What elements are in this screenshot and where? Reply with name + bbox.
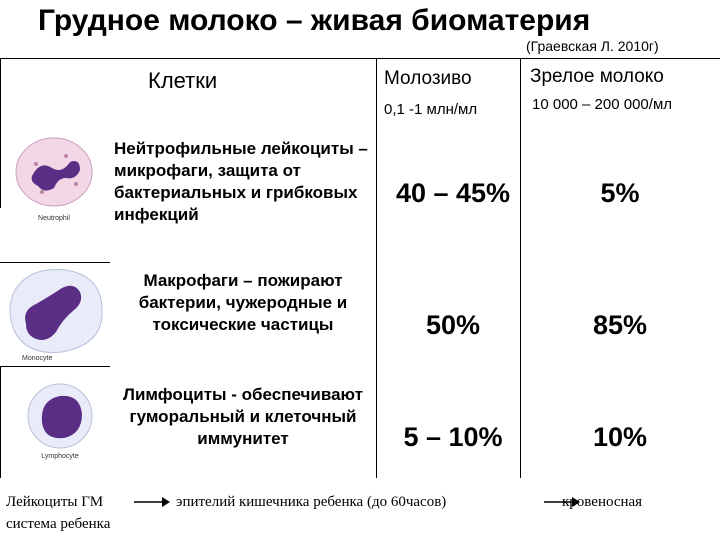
source-citation: (Граевская Л. 2010г) [526, 38, 659, 54]
row-neutrophil-colostrum: 40 – 45% [395, 178, 511, 208]
page-title: Грудное молоко – живая биоматерия [38, 4, 591, 37]
header-cells: Клетки [148, 68, 218, 93]
lymphocyte-icon [18, 376, 104, 464]
neutrophil-label: Neutrophil [38, 215, 70, 222]
footer-text-leukocytes: Лейкоциты ГМ [6, 494, 104, 510]
table-top-border [0, 58, 720, 59]
row-monocyte-colostrum: 50% [425, 310, 481, 340]
arrow-right-icon [134, 496, 170, 508]
row-lymphocyte-mature: 10% [592, 422, 648, 452]
header-colostrum: Молозиво [384, 68, 472, 89]
table-row-border-2 [0, 366, 110, 367]
neutrophil-icon [6, 134, 102, 226]
row-lymphocyte-colostrum: 5 – 10% [403, 422, 503, 452]
monocyte-label: Monocyte [22, 355, 53, 362]
monocyte-icon [2, 262, 110, 366]
row-monocyte-mature: 85% [592, 310, 648, 340]
table-left-border-2 [0, 366, 1, 478]
table-col-divider [376, 58, 377, 478]
header-colostrum-range: 0,1 -1 млн/мл [384, 101, 478, 118]
footer-text-bloodstream: кровеносная [562, 494, 643, 510]
header-mature: Зрелое молоко [530, 66, 664, 87]
footer-text-epithelium: эпителий кишечника ребенка (до 60часов) [176, 494, 447, 510]
footer-text-system: система ребенка [6, 516, 111, 532]
header-mature-range: 10 000 – 200 000/мл [532, 96, 673, 113]
table-left-border [0, 58, 1, 208]
row-neutrophil-mature: 5% [600, 178, 640, 208]
lymphocyte-label: Lymphocyte [41, 453, 79, 460]
row-lymphocyte-description: Лимфоциты - обеспечивают гуморальный и клеточный иммунитет [123, 385, 363, 448]
table-col-divider-2 [520, 58, 521, 478]
row-monocyte-description: Макрофаги – пожирают бактерии, чужеродные и токсические частицы [138, 271, 348, 334]
row-neutrophil-description: Нейтрофильные лейкоциты – микрофаги, защита от бактериальных и грибковых инфекций [114, 139, 368, 224]
